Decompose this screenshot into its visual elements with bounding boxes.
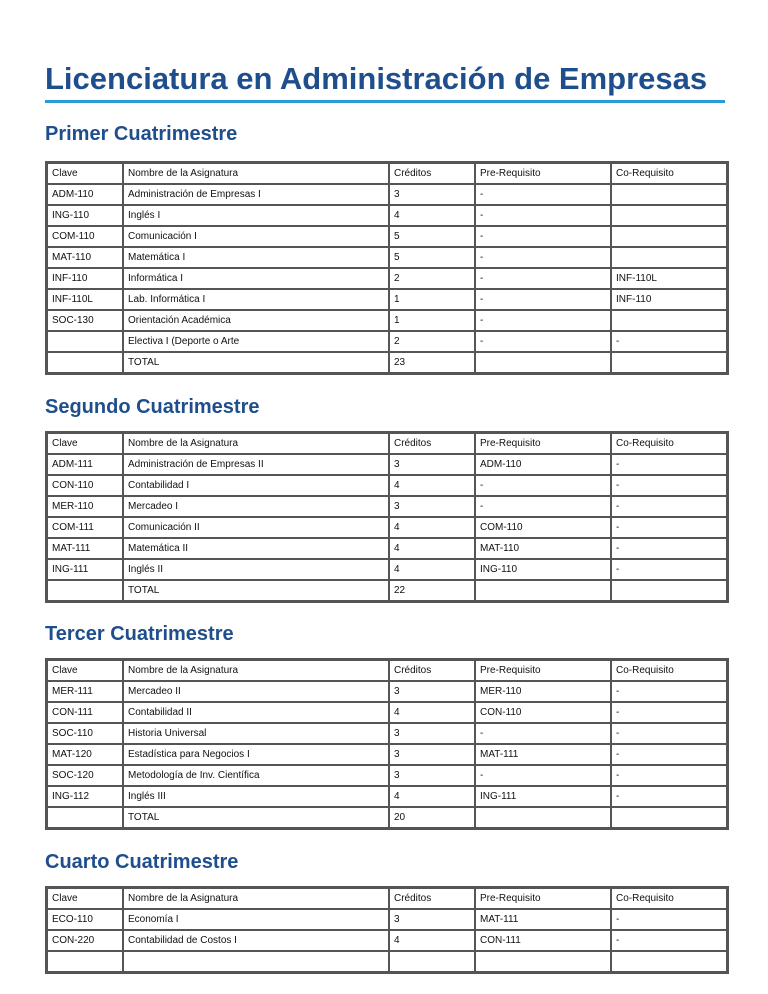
table-header-row — [47, 888, 727, 909]
title-underline — [45, 100, 725, 103]
cell-pre-requisito — [475, 352, 611, 373]
cell-clave: ING-111 — [47, 559, 123, 580]
cell-creditos: 4 — [389, 475, 475, 496]
course-table-tercer-cuatrimestre — [45, 658, 729, 830]
cell-creditos: 2 — [389, 268, 475, 289]
table-row — [47, 681, 727, 702]
cell-clave: CON-111 — [47, 702, 123, 723]
cell-co-requisito: - — [611, 930, 727, 951]
table-row — [47, 247, 727, 268]
cell-asignatura: Metodología de Inv. Científica — [123, 765, 389, 786]
table-row — [47, 951, 727, 972]
cell-clave — [47, 580, 123, 601]
cell-asignatura: Administración de Empresas I — [123, 184, 389, 205]
column-header-asignatura: Nombre de la Asignatura — [123, 433, 389, 454]
cell-clave — [47, 331, 123, 352]
cell-creditos: 4 — [389, 559, 475, 580]
table-row — [47, 930, 727, 951]
column-header-pre-requisito: Pre-Requisito — [475, 163, 611, 184]
cell-pre-requisito: MAT-110 — [475, 538, 611, 559]
column-header-creditos: Créditos — [389, 660, 475, 681]
cell-clave: COM-111 — [47, 517, 123, 538]
table-row — [47, 226, 727, 247]
table-row — [47, 475, 727, 496]
cell-pre-requisito: COM-110 — [475, 517, 611, 538]
cell-creditos: 2 — [389, 331, 475, 352]
cell-asignatura: Comunicación I — [123, 226, 389, 247]
cell-pre-requisito: CON-110 — [475, 702, 611, 723]
column-header-pre-requisito: Pre-Requisito — [475, 433, 611, 454]
cell-clave: MAT-110 — [47, 247, 123, 268]
cell-clave: CON-110 — [47, 475, 123, 496]
cell-pre-requisito: MAT-111 — [475, 909, 611, 930]
cell-pre-requisito: - — [475, 247, 611, 268]
cell-asignatura: Inglés I — [123, 205, 389, 226]
cell-clave — [47, 807, 123, 828]
table-row — [47, 331, 727, 352]
section-title-tercer-cuatrimestre: Tercer Cuatrimestre — [45, 623, 234, 645]
table-header-row — [47, 163, 727, 184]
cell-clave: ADM-110 — [47, 184, 123, 205]
cell-pre-requisito: - — [475, 765, 611, 786]
cell-pre-requisito: MAT-111 — [475, 744, 611, 765]
cell-clave: INF-110 — [47, 268, 123, 289]
cell-clave: COM-110 — [47, 226, 123, 247]
cell-asignatura: Matemática II — [123, 538, 389, 559]
column-header-co-requisito: Co-Requisito — [611, 163, 727, 184]
document-page — [45, 0, 725, 946]
cell-creditos: 20 — [389, 807, 475, 828]
cell-clave: MAT-120 — [47, 744, 123, 765]
total-row — [47, 580, 727, 601]
cell-creditos: 1 — [389, 310, 475, 331]
cell-clave: ING-112 — [47, 786, 123, 807]
cell-asignatura: Administración de Empresas II — [123, 454, 389, 475]
cell-co-requisito: - — [611, 454, 727, 475]
cell-co-requisito — [611, 580, 727, 601]
cell-pre-requisito: - — [475, 475, 611, 496]
cell-creditos: 3 — [389, 909, 475, 930]
column-header-creditos: Créditos — [389, 433, 475, 454]
cell-asignatura: Orientación Académica — [123, 310, 389, 331]
cell-co-requisito: - — [611, 538, 727, 559]
cell-asignatura: Comunicación II — [123, 517, 389, 538]
cell-clave: MER-110 — [47, 496, 123, 517]
cell-co-requisito: - — [611, 702, 727, 723]
cell-co-requisito: - — [611, 765, 727, 786]
table-row — [47, 454, 727, 475]
cell-asignatura: Economía I — [123, 909, 389, 930]
cell-clave — [47, 951, 123, 972]
cell-pre-requisito: - — [475, 289, 611, 310]
cell-pre-requisito: - — [475, 723, 611, 744]
column-header-clave: Clave — [47, 660, 123, 681]
column-header-pre-requisito: Pre-Requisito — [475, 660, 611, 681]
cell-co-requisito: - — [611, 559, 727, 580]
cell-co-requisito: - — [611, 475, 727, 496]
cell-asignatura: TOTAL — [123, 580, 389, 601]
cell-clave: SOC-130 — [47, 310, 123, 331]
cell-pre-requisito — [475, 580, 611, 601]
cell-pre-requisito: - — [475, 205, 611, 226]
cell-creditos: 4 — [389, 538, 475, 559]
cell-asignatura: Mercadeo I — [123, 496, 389, 517]
cell-asignatura — [123, 951, 389, 972]
cell-asignatura: Informática I — [123, 268, 389, 289]
cell-asignatura: TOTAL — [123, 352, 389, 373]
course-table-primer-cuatrimestre — [45, 161, 729, 375]
table-row — [47, 786, 727, 807]
table-row — [47, 559, 727, 580]
column-header-clave: Clave — [47, 888, 123, 909]
table-row — [47, 310, 727, 331]
table-row — [47, 765, 727, 786]
cell-co-requisito — [611, 951, 727, 972]
cell-pre-requisito — [475, 951, 611, 972]
cell-asignatura: Contabilidad II — [123, 702, 389, 723]
cell-co-requisito — [611, 226, 727, 247]
course-table-segundo-cuatrimestre — [45, 431, 729, 603]
cell-creditos: 1 — [389, 289, 475, 310]
cell-pre-requisito: - — [475, 310, 611, 331]
cell-creditos: 22 — [389, 580, 475, 601]
cell-clave — [47, 352, 123, 373]
table-row — [47, 723, 727, 744]
table-header-row — [47, 660, 727, 681]
cell-creditos: 4 — [389, 205, 475, 226]
cell-co-requisito: - — [611, 786, 727, 807]
cell-creditos: 4 — [389, 517, 475, 538]
cell-asignatura: Contabilidad I — [123, 475, 389, 496]
table-header-row — [47, 433, 727, 454]
cell-pre-requisito: - — [475, 496, 611, 517]
total-row — [47, 352, 727, 373]
column-header-clave: Clave — [47, 433, 123, 454]
cell-co-requisito — [611, 807, 727, 828]
cell-creditos: 4 — [389, 930, 475, 951]
table-row — [47, 205, 727, 226]
cell-co-requisito: - — [611, 496, 727, 517]
table-row — [47, 744, 727, 765]
cell-pre-requisito: ING-111 — [475, 786, 611, 807]
cell-pre-requisito: ING-110 — [475, 559, 611, 580]
page-title: Licenciatura en Administración de Empresas — [45, 61, 708, 96]
table-row — [47, 184, 727, 205]
cell-clave: ADM-111 — [47, 454, 123, 475]
cell-asignatura: Inglés II — [123, 559, 389, 580]
cell-pre-requisito — [475, 807, 611, 828]
cell-clave: INF-110L — [47, 289, 123, 310]
cell-pre-requisito: - — [475, 226, 611, 247]
cell-asignatura: Mercadeo II — [123, 681, 389, 702]
table-row — [47, 538, 727, 559]
cell-clave: SOC-120 — [47, 765, 123, 786]
cell-pre-requisito: - — [475, 268, 611, 289]
cell-asignatura: Historia Universal — [123, 723, 389, 744]
cell-clave: ING-110 — [47, 205, 123, 226]
column-header-asignatura: Nombre de la Asignatura — [123, 660, 389, 681]
cell-asignatura: Electiva I (Deporte o Arte — [123, 331, 389, 352]
cell-co-requisito: - — [611, 744, 727, 765]
cell-asignatura: TOTAL — [123, 807, 389, 828]
cell-clave: SOC-110 — [47, 723, 123, 744]
column-header-co-requisito: Co-Requisito — [611, 888, 727, 909]
cell-pre-requisito: - — [475, 184, 611, 205]
cell-co-requisito: - — [611, 331, 727, 352]
course-table-cuarto-cuatrimestre — [45, 886, 729, 974]
cell-co-requisito: - — [611, 681, 727, 702]
cell-pre-requisito: - — [475, 331, 611, 352]
column-header-co-requisito: Co-Requisito — [611, 660, 727, 681]
cell-co-requisito — [611, 205, 727, 226]
cell-creditos: 5 — [389, 247, 475, 268]
cell-clave: CON-220 — [47, 930, 123, 951]
cell-pre-requisito: MER-110 — [475, 681, 611, 702]
column-header-clave: Clave — [47, 163, 123, 184]
cell-creditos: 4 — [389, 786, 475, 807]
column-header-asignatura: Nombre de la Asignatura — [123, 163, 389, 184]
cell-clave: MER-111 — [47, 681, 123, 702]
section-title-cuarto-cuatrimestre: Cuarto Cuatrimestre — [45, 851, 239, 873]
column-header-creditos: Créditos — [389, 163, 475, 184]
cell-pre-requisito: ADM-110 — [475, 454, 611, 475]
cell-asignatura: Estadística para Negocios I — [123, 744, 389, 765]
cell-co-requisito: - — [611, 723, 727, 744]
table-row — [47, 517, 727, 538]
cell-creditos: 4 — [389, 702, 475, 723]
cell-pre-requisito: CON-111 — [475, 930, 611, 951]
cell-clave: MAT-111 — [47, 538, 123, 559]
cell-creditos: 3 — [389, 765, 475, 786]
cell-asignatura: Lab. Informática I — [123, 289, 389, 310]
cell-creditos — [389, 951, 475, 972]
column-header-pre-requisito: Pre-Requisito — [475, 888, 611, 909]
table-row — [47, 289, 727, 310]
cell-co-requisito: - — [611, 909, 727, 930]
cell-co-requisito: INF-110L — [611, 268, 727, 289]
cell-creditos: 5 — [389, 226, 475, 247]
cell-co-requisito — [611, 247, 727, 268]
table-row — [47, 909, 727, 930]
cell-co-requisito — [611, 310, 727, 331]
table-row — [47, 702, 727, 723]
cell-co-requisito — [611, 352, 727, 373]
column-header-creditos: Créditos — [389, 888, 475, 909]
cell-co-requisito: INF-110 — [611, 289, 727, 310]
section-title-primer-cuatrimestre: Primer Cuatrimestre — [45, 123, 238, 145]
cell-creditos: 3 — [389, 496, 475, 517]
cell-asignatura: Inglés III — [123, 786, 389, 807]
cell-creditos: 3 — [389, 454, 475, 475]
cell-creditos: 23 — [389, 352, 475, 373]
cell-clave: ECO-110 — [47, 909, 123, 930]
cell-co-requisito: - — [611, 517, 727, 538]
section-title-segundo-cuatrimestre: Segundo Cuatrimestre — [45, 396, 260, 418]
cell-creditos: 3 — [389, 744, 475, 765]
cell-asignatura: Matemática I — [123, 247, 389, 268]
column-header-co-requisito: Co-Requisito — [611, 433, 727, 454]
cell-creditos: 3 — [389, 184, 475, 205]
cell-asignatura: Contabilidad de Costos I — [123, 930, 389, 951]
cell-creditos: 3 — [389, 723, 475, 744]
total-row — [47, 807, 727, 828]
table-row — [47, 268, 727, 289]
cell-creditos: 3 — [389, 681, 475, 702]
table-row — [47, 496, 727, 517]
cell-co-requisito — [611, 184, 727, 205]
column-header-asignatura: Nombre de la Asignatura — [123, 888, 389, 909]
